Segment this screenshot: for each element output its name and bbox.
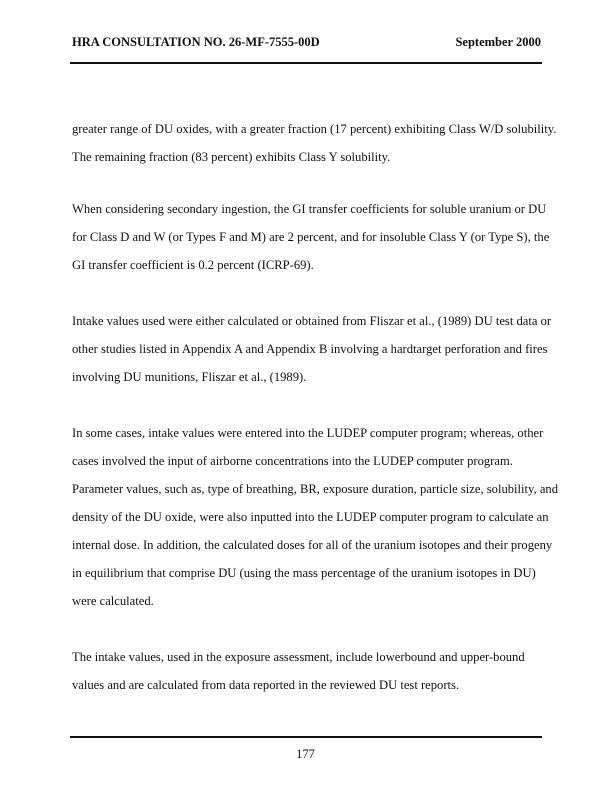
text-line: greater range of DU oxides, with a greater fraction (17 percent) exhibiting Class W/D solubility. [72, 122, 557, 136]
footer-rule [70, 736, 542, 738]
page-number: 177 [296, 747, 315, 761]
text-line: other studies listed in Appendix A and Appendix B involving a hardtarget perforation and fires [72, 342, 548, 356]
text-line: internal dose. In addition, the calculated doses for all of the uranium isotopes and their progeny [72, 538, 553, 552]
text-line: When considering secondary ingestion, the GI transfer coefficients for soluble uranium or DU [72, 202, 547, 216]
text-line: density of the DU oxide, were also inputted into the LUDEP computer program to calculate an [72, 510, 549, 524]
header-title: HRA CONSULTATION NO. 26-MF-7555-00D [72, 35, 320, 49]
text-line: cases involved the input of airborne concentrations into the LUDEP computer program. [72, 454, 513, 468]
text-line: The remaining fraction (83 percent) exhibits Class Y solubility. [72, 150, 391, 164]
text-line: Parameter values, such as, type of breathing, BR, exposure duration, particle size, solubility, and [72, 482, 559, 496]
text-line: in equilibrium that comprise DU (using the mass percentage of the uranium isotopes in DU) [72, 566, 536, 580]
text-line: were calculated. [72, 594, 154, 608]
text-line: involving DU munitions, Fliszar et al., (1989). [72, 370, 307, 384]
header-date: September 2000 [455, 35, 541, 49]
header-rule [70, 62, 542, 64]
text-line: GI transfer coefficient is 0.2 percent (ICRP-69). [72, 258, 314, 272]
text-line: The intake values, used in the exposure assessment, include lowerbound and upper-bound [72, 650, 525, 664]
text-line: Intake values used were either calculated or obtained from Fliszar et al., (1989) DU test data or [72, 314, 552, 328]
text-line: values and are calculated from data reported in the reviewed DU test reports. [72, 678, 460, 692]
text-line: In some cases, intake values were entered into the LUDEP computer program; whereas, other [72, 426, 544, 440]
text-line: for Class D and W (or Types F and M) are 2 percent, and for insoluble Class Y (or Type S), the [72, 230, 550, 244]
